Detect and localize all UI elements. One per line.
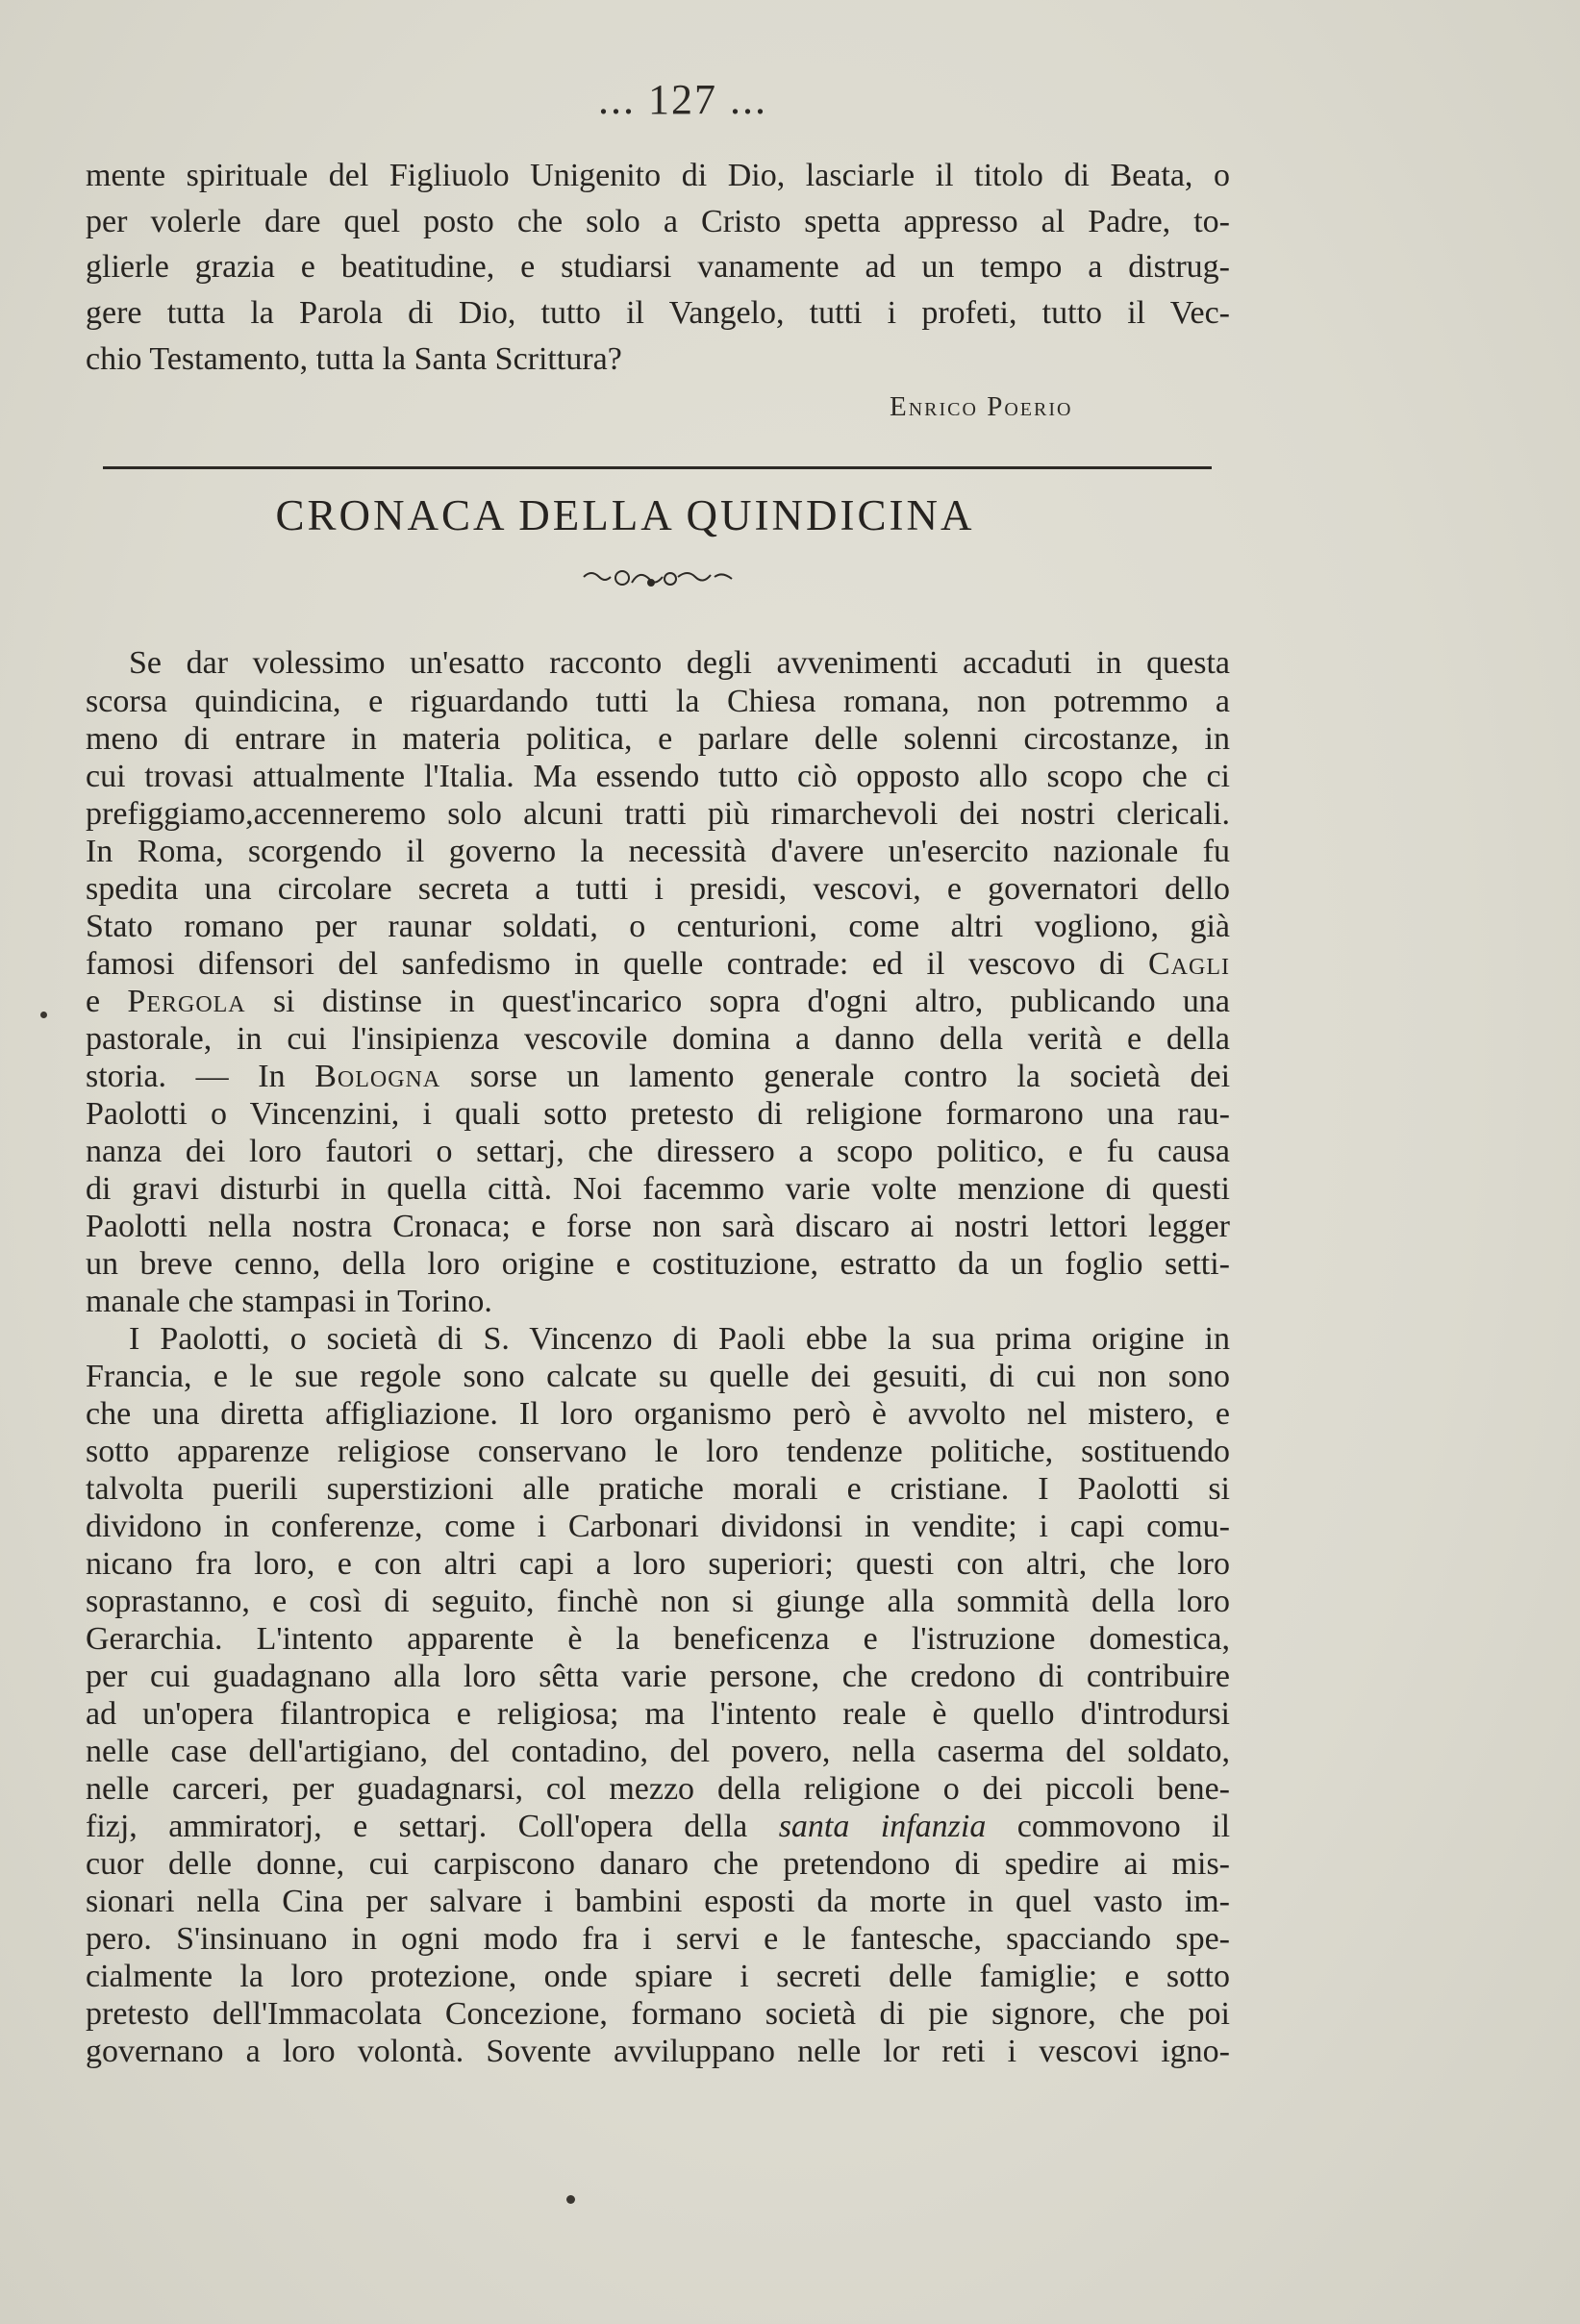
text-line: cuor delle donne, cui carpiscono danaro che pretendono di spedire ai mis- (86, 1846, 1230, 1882)
text-line: Se dar volessimo un'esatto racconto degli avvenimenti accaduti in questa (129, 645, 1230, 681)
text-line: di gravi disturbi in quella città. Noi facemmo varie volte menzione di questi (86, 1171, 1230, 1207)
text-line: ad un'opera filantropica e religiosa; ma l'intento reale è quello d'introdursi (86, 1696, 1230, 1732)
text-line: Stato romano per raunar soldati, o centurioni, come altri vogliono, già (86, 909, 1230, 944)
text-line: pastorale, in cui l'insipienza vescovile domina a danno della verità e della (86, 1021, 1230, 1057)
text-line (86, 945, 1230, 983)
text-line: che una diretta affigliazione. Il loro organismo però è avvolto nel mistero, e (86, 1396, 1230, 1432)
text-line: mente spirituale del Figliuolo Unigenito di Dio, lasciarle il titolo di Beata, o (86, 158, 1230, 193)
text-run: fizj, ammiratorj, e settarj. Coll'opera della (86, 1809, 748, 1844)
author-signature: Enrico Poerio (890, 391, 1073, 422)
text-line: glierle grazia e beatitudine, e studiarsi vanamente ad un tempo a distrug- (86, 249, 1230, 285)
text-line: soprastanno, e così di seguito, finchè non si giunge alla sommità della loro (86, 1584, 1230, 1619)
page-mark (566, 2195, 575, 2204)
place-name: Cagli (1148, 946, 1230, 982)
text-run: sorse un lamento generale contro la società dei (469, 1059, 1231, 1094)
text-line: prefiggiamo,accenneremo solo alcuni tratti più rimarchevoli dei nostri clericali. (86, 796, 1230, 832)
text-line: nelle carceri, per guadagnarsi, col mezzo della religione o dei piccoli bene- (86, 1771, 1230, 1807)
text-line: Paolotti o Vincenzini, i quali sotto pretesto di religione formarono una rau- (86, 1096, 1230, 1132)
text-line: governano a loro volontà. Sovente avviluppano nelle lor reti i vescovi igno- (86, 2034, 1230, 2069)
text-line: In Roma, scorgendo il governo la necessità d'avere un'esercito nazionale fu (86, 834, 1230, 869)
margin-mark (40, 1012, 47, 1018)
text-run: e (86, 984, 101, 1019)
text-run: commovono il (1016, 1809, 1231, 1844)
text-run: famosi difensori del sanfedismo in quelle contrade: ed il vescovo di (86, 946, 1125, 982)
text-line: spedita una circolare secreta a tutti i presidi, vescovi, e governatori dello (86, 871, 1230, 907)
place-name: Bologna (314, 1059, 441, 1094)
text-line: Paolotti nella nostra Cronaca; e forse non sarà discaro ai nostri lettori legger (86, 1209, 1230, 1244)
text-line: nelle case dell'artigiano, del contadino, del povero, nella caserma del soldato, (86, 1734, 1230, 1769)
italic-phrase: santa infanzia (778, 1809, 987, 1844)
text-line: talvolta puerili superstizioni alle pratiche morali e cristiane. I Paolotti si (86, 1471, 1230, 1507)
text-line: chio Testamento, tutta la Santa Scrittura? (86, 341, 622, 377)
text-line: Francia, e le sue regole sono calcate su quelle dei gesuiti, di cui non sono (86, 1359, 1230, 1394)
text-line: cialmente la loro protezione, onde spiare i secreti delle famiglie; e sotto (86, 1959, 1230, 1994)
text-line: nanza dei loro fautori o settarj, che diressero a scopo politico, e fu causa (86, 1134, 1230, 1169)
text-line (86, 1058, 1230, 1095)
text-line: pretesto dell'Immacolata Concezione, formano società di pie signore, che poi (86, 1996, 1230, 2032)
text-line: un breve cenno, della loro origine e costituzione, estratto da un foglio setti- (86, 1246, 1230, 1282)
text-line: manale che stampasi in Torino. (86, 1284, 492, 1319)
text-run: storia. — In (86, 1059, 286, 1094)
text-line (86, 983, 1230, 1020)
text-line (86, 1808, 1230, 1845)
text-line: sionari nella Cina per salvare i bambini esposti da morte in quel vasto im- (86, 1884, 1230, 1919)
text-line: nicano fra loro, e con altri capi a loro superiori; questi con altri, che loro (86, 1546, 1230, 1582)
text-line: dividono in conferenze, come i Carbonari dividonsi in vendite; i capi comu- (86, 1509, 1230, 1544)
text-line: per cui guadagnano alla loro sêtta varie persone, che credono di contribuire (86, 1659, 1230, 1694)
text-run: si distinse in quest'incarico sopra d'ogni altro, publicando una (272, 984, 1231, 1019)
text-line: gere tutta la Parola di Dio, tutto il Vangelo, tutti i profeti, tutto il Vec- (86, 295, 1230, 331)
text-line: sotto apparenze religiose conservano le loro tendenze politiche, sostituendo (86, 1434, 1230, 1469)
page-number: ... 127 ... (598, 76, 767, 123)
text-line: scorsa quindicina, e riguardando tutti la Chiesa romana, non potremmo a (86, 684, 1230, 719)
text-line: meno di entrare in materia politica, e parlare delle solenni circostanze, in (86, 721, 1230, 757)
text-line: I Paolotti, o società di S. Vincenzo di Paoli ebbe la sua prima origine in (129, 1321, 1230, 1357)
text-line: per volerle dare quel posto che solo a Cristo spetta appresso al Padre, to- (86, 204, 1230, 239)
ornament-icon (582, 565, 736, 594)
text-line: pero. S'insinuano in ogni modo fra i servi e le fantesche, spacciando spe- (86, 1921, 1230, 1957)
text-line: cui trovasi attualmente l'Italia. Ma essendo tutto ciò opposto allo scopo che ci (86, 759, 1230, 794)
section-divider (103, 466, 1212, 469)
text-line: Gerarchia. L'intento apparente è la beneficenza e l'istruzione domestica, (86, 1621, 1230, 1657)
section-title: CRONACA DELLA QUINDICINA (275, 491, 975, 539)
place-name: Pergola (127, 984, 246, 1019)
